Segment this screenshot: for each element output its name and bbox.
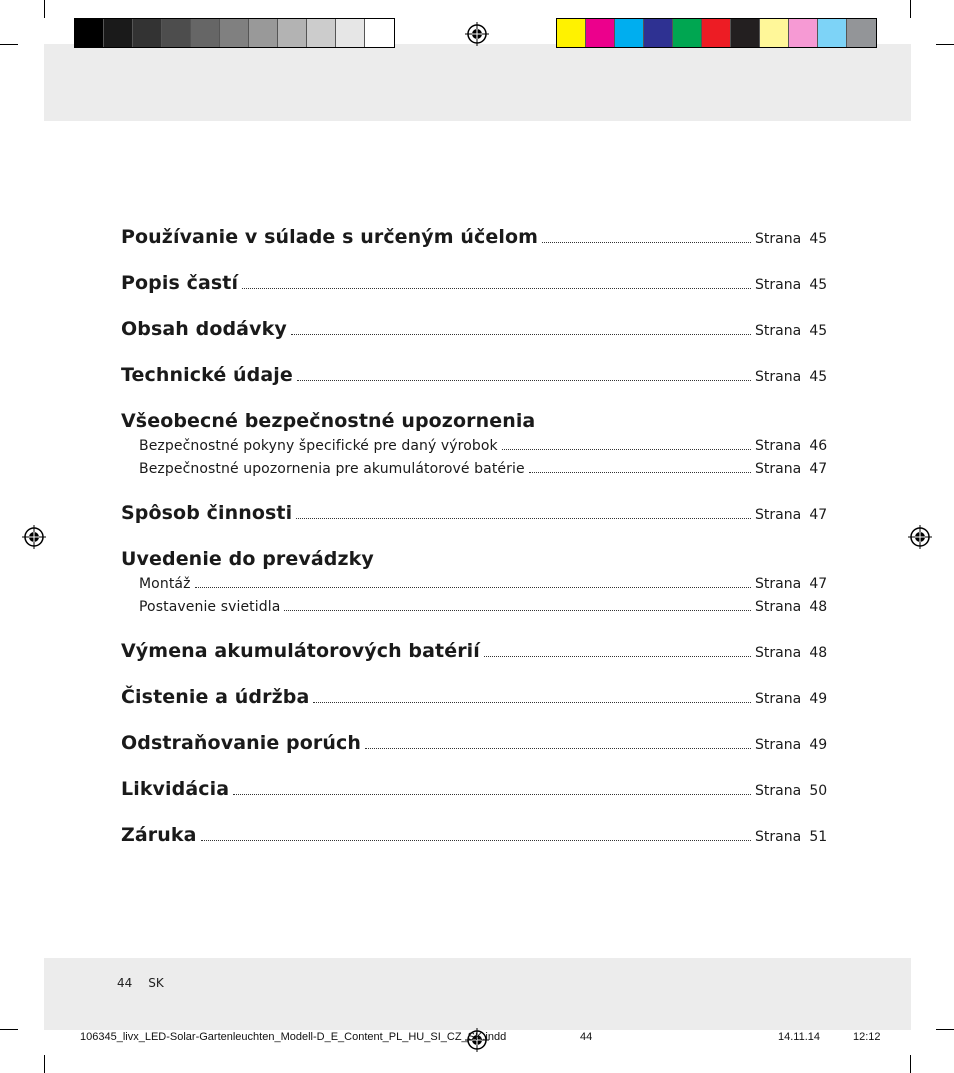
toc-title: Obsah dodávky (121, 318, 287, 340)
gray-swatch (162, 19, 191, 47)
page-label: Strana (755, 645, 802, 661)
process-color-swatch (644, 19, 673, 47)
dot-leader (291, 333, 751, 335)
page-number: 50 (809, 783, 828, 799)
dot-leader (365, 747, 751, 749)
dot-leader (201, 839, 751, 841)
toc-title: Technické údaje (121, 364, 293, 386)
toc-page-ref (755, 507, 833, 523)
page-number: 47 (809, 507, 828, 523)
page-label: Strana (755, 599, 802, 615)
page-number: 48 (809, 599, 828, 615)
toc-page-ref (755, 691, 833, 707)
crop-mark (910, 0, 911, 18)
page-number: 47 (809, 576, 828, 592)
page-number: 45 (809, 277, 828, 293)
page-number: 49 (809, 691, 828, 707)
process-color-swatch (731, 19, 760, 47)
toc-title: Čistenie a údržba (121, 686, 310, 708)
toc-page-ref (755, 277, 833, 293)
toc-title: Popis častí (121, 272, 239, 294)
page-number: 47 (809, 461, 828, 477)
toc-entry[interactable] (121, 364, 833, 388)
page-label: Strana (755, 507, 802, 523)
slug-date: 14.11.14 (778, 1031, 821, 1043)
page-label: Strana (755, 829, 802, 845)
toc-entry[interactable] (121, 318, 833, 342)
process-color-swatch (847, 19, 876, 47)
page-number: 49 (809, 737, 828, 753)
crop-mark (910, 1055, 911, 1073)
toc-page-ref (755, 231, 833, 247)
registration-mark-icon (465, 22, 489, 46)
toc-page-ref (755, 461, 833, 477)
toc-subentry[interactable] (121, 461, 833, 480)
toc-title: Všeobecné bezpečnostné upozornenia (121, 410, 536, 432)
toc-entry[interactable] (121, 272, 833, 296)
toc-entry[interactable] (121, 732, 833, 756)
slug-page: 44 (580, 1031, 593, 1043)
toc-entry[interactable] (121, 640, 833, 664)
dot-leader (296, 517, 751, 519)
page-folio (117, 976, 164, 990)
slug-time: 12:12 (853, 1031, 881, 1043)
page-label: Strana (755, 783, 802, 799)
page-label: Strana (755, 438, 802, 454)
gray-swatch (307, 19, 336, 47)
process-color-bar (556, 18, 877, 48)
dot-leader (284, 609, 751, 611)
process-color-swatch (615, 19, 644, 47)
dot-leader (242, 287, 751, 289)
registration-mark-icon (22, 525, 46, 549)
page-label: Strana (755, 369, 802, 385)
process-color-swatch (557, 19, 586, 47)
dot-leader (297, 379, 751, 381)
toc-section-heading[interactable] (121, 548, 833, 572)
table-of-contents (121, 226, 833, 848)
language-code: SK (148, 976, 164, 990)
gray-swatch (365, 19, 394, 47)
page-number: 44 (117, 976, 133, 990)
gray-swatch (249, 19, 278, 47)
toc-title: Odstraňovanie porúch (121, 732, 362, 754)
gray-swatch (220, 19, 249, 47)
crop-mark (936, 44, 954, 45)
footer-band (44, 958, 911, 1030)
page-number: 45 (809, 369, 828, 385)
page-label: Strana (755, 691, 802, 707)
gray-swatch (336, 19, 365, 47)
toc-title: Bezpečnostné upozornenia pre akumulátorové batérie (139, 461, 525, 477)
dot-leader (529, 471, 751, 473)
process-color-swatch (673, 19, 702, 47)
dot-leader (233, 793, 751, 795)
process-color-swatch (702, 19, 731, 47)
gray-swatch (104, 19, 133, 47)
page-number: 45 (809, 323, 828, 339)
dot-leader (313, 701, 751, 703)
dot-leader (502, 448, 751, 450)
header-band (44, 44, 911, 121)
process-color-swatch (789, 19, 818, 47)
toc-entry[interactable] (121, 502, 833, 526)
crop-mark (0, 44, 18, 45)
crop-mark (0, 1029, 18, 1030)
toc-subentry[interactable] (121, 576, 833, 595)
toc-title: Používanie v súlade s určeným účelom (121, 226, 539, 248)
toc-title: Montáž (139, 576, 191, 592)
toc-entry[interactable] (121, 824, 833, 848)
process-color-swatch (760, 19, 789, 47)
toc-page-ref (755, 323, 833, 339)
toc-title: Bezpečnostné pokyny špecifické pre daný výrobok (139, 438, 498, 454)
toc-page-ref (755, 599, 833, 615)
page-number: 48 (809, 645, 828, 661)
page-label: Strana (755, 277, 802, 293)
toc-entry[interactable] (121, 686, 833, 710)
page-number: 45 (809, 231, 828, 247)
crop-mark (44, 1055, 45, 1073)
toc-subentry[interactable] (121, 438, 833, 457)
toc-page-ref (755, 438, 833, 454)
page-number: 46 (809, 438, 828, 454)
grayscale-color-bar (74, 18, 395, 48)
toc-title: Likvidácia (121, 778, 230, 800)
dot-leader (542, 241, 751, 243)
toc-title: Postavenie svietidla (139, 599, 281, 615)
crop-mark (44, 0, 45, 18)
registration-mark-icon (908, 525, 932, 549)
process-color-swatch (818, 19, 847, 47)
toc-page-ref (755, 737, 833, 753)
toc-page-ref (755, 645, 833, 661)
gray-swatch (133, 19, 162, 47)
gray-swatch (278, 19, 307, 47)
toc-title: Spôsob činnosti (121, 502, 293, 524)
dot-leader (484, 655, 751, 657)
toc-page-ref (755, 576, 833, 592)
gray-swatch (191, 19, 220, 47)
process-color-swatch (586, 19, 615, 47)
page-label: Strana (755, 576, 802, 592)
page-label: Strana (755, 461, 802, 477)
page-number: 51 (809, 829, 828, 845)
toc-entry[interactable] (121, 226, 833, 250)
toc-page-ref (755, 369, 833, 385)
page-label: Strana (755, 737, 802, 753)
slug-filename: 106345_livx_LED-Solar-Gartenleuchten_Modell-D_E_Content_PL_HU_SI_CZ_SK.indd (80, 1031, 507, 1043)
toc-section-heading[interactable] (121, 410, 833, 434)
gray-swatch (75, 19, 104, 47)
toc-title: Výmena akumulátorových batérií (121, 640, 480, 662)
toc-title: Záruka (121, 824, 197, 846)
page-label: Strana (755, 231, 802, 247)
crop-mark (936, 1029, 954, 1030)
toc-page-ref (755, 783, 833, 799)
dot-leader (195, 586, 751, 588)
toc-page-ref (755, 829, 833, 845)
toc-entry[interactable] (121, 778, 833, 802)
toc-title: Uvedenie do prevádzky (121, 548, 374, 570)
page-label: Strana (755, 323, 802, 339)
toc-subentry[interactable] (121, 599, 833, 618)
